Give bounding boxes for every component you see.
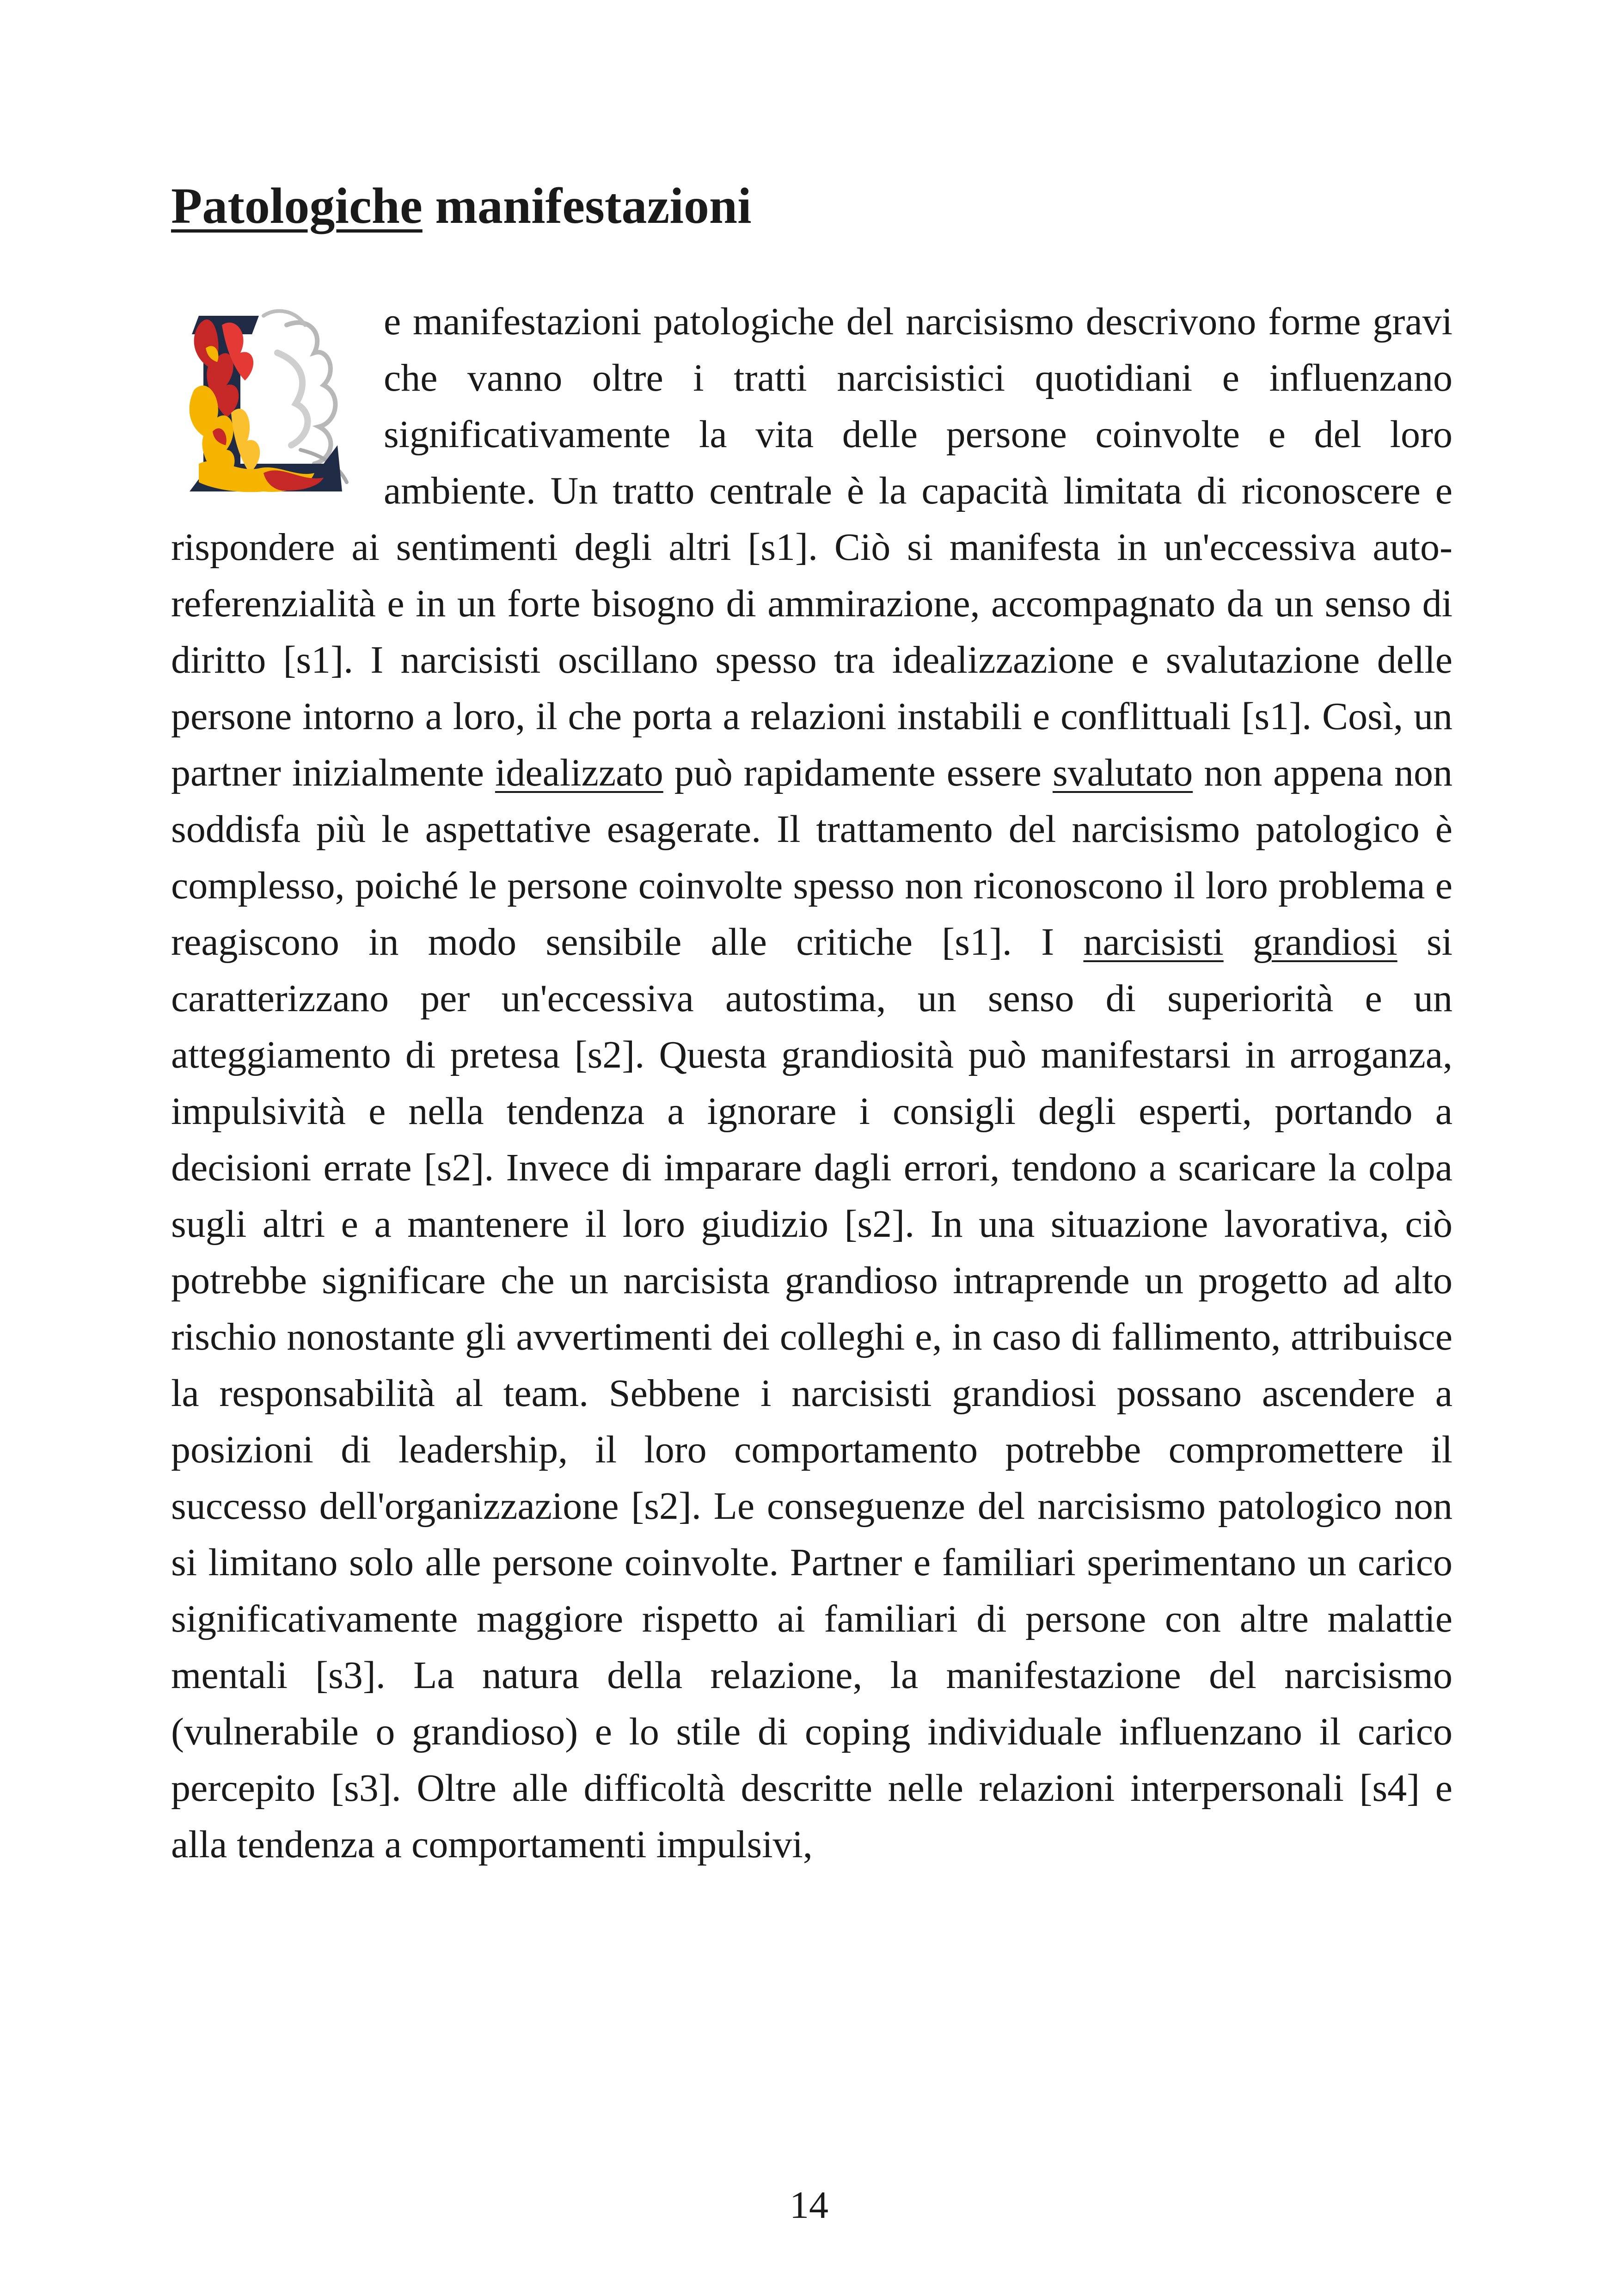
section-heading: [171, 171, 752, 240]
underlined-idealizzato: idealizzato: [495, 751, 663, 794]
body-text-part-5: si caratterizzano per un'eccessiva autostima, un senso di superiorità e un atteggiamento di pretesa [s2]. Questa grandiosità può manifestarsi in arroganza, impulsività e nella tendenza a ignorare i consigli degli esperti, portando a decisioni errate [s2]. Invece di imparare dagli errori, tendono a scaricare la colpa sugli altri e a mantenere il loro giudizio [s2]. In una situazione lavorativa, ciò potrebbe significare che un narcisista grandioso intraprende un progetto ad alto rischio nonostante gli avvertimenti dei colleghi e, in caso di fallimento, attribuisce la responsabilità al team. Sebbene i narcisisti grandiosi possano ascendere a posizioni di leadership, il loro comportamento potrebbe compromettere il successo dell'organizzazione [s2]. Le conseguenze del narcisismo patologico non si limitano solo alle persone coinvolte. Partner e familiari sperimentano un carico significativamente maggiore rispetto ai familiari di persone con altre malattie mentali [s3]. La natura della relazione, la manifestazione del narcisismo (vulnerabile o grandioso) e lo stile di coping individuale influenzano il carico percepito [s3]. Oltre alle difficoltà descritte nelle relazioni interpersonali [s4] e alla tendenza a comportamenti impulsivi,: [171, 921, 1453, 1866]
body-text-part-2: può rapidamente essere: [663, 751, 1053, 794]
body-text-part-1: e manifestazioni patologiche del narcisismo descrivono forme gravi che vanno oltre i tratti narcisistici quotidiani e influenzano significativamente la vita delle persone coinvolte e del loro ambiente. Un tratto centrale è la capacità limitata di riconoscere e rispondere ai sentimenti degli altri [s1]. Ciò si manifesta in un'eccessiva auto-referenzialità e in un forte bisogno di ammirazione, accompagnato da un senso di diritto [s1]. I narcisisti oscillano spesso tra idealizzazione e svalutazione delle persone intorno a loro, il che porta a relazioni instabili e conflittuali [s1]. Così, un partner inizialmente: [171, 300, 1453, 794]
heading-underlined-word: Patologiche: [171, 178, 423, 234]
body-text-part-3: non appena non soddisfa più le aspettative esagerate. Il trattamento del narcisismo patologico è complesso, poiché le persone coinvolte spesso non riconoscono il loro problema e reagiscono in modo sensibile alle critiche [s1]. I: [171, 751, 1453, 964]
dropcap-letter-image: [171, 297, 365, 510]
body-paragraph: [171, 294, 1453, 1873]
underlined-grandiosi: grandiosi: [1253, 921, 1397, 964]
underlined-svalutato: svalutato: [1052, 751, 1193, 794]
underlined-narcisisti: narcisisti: [1083, 921, 1224, 964]
dropcap-illustration: [171, 297, 356, 510]
page-number: 14: [790, 2184, 828, 2227]
body-text-part-4: [1224, 921, 1253, 964]
heading-rest: manifestazioni: [422, 178, 752, 234]
